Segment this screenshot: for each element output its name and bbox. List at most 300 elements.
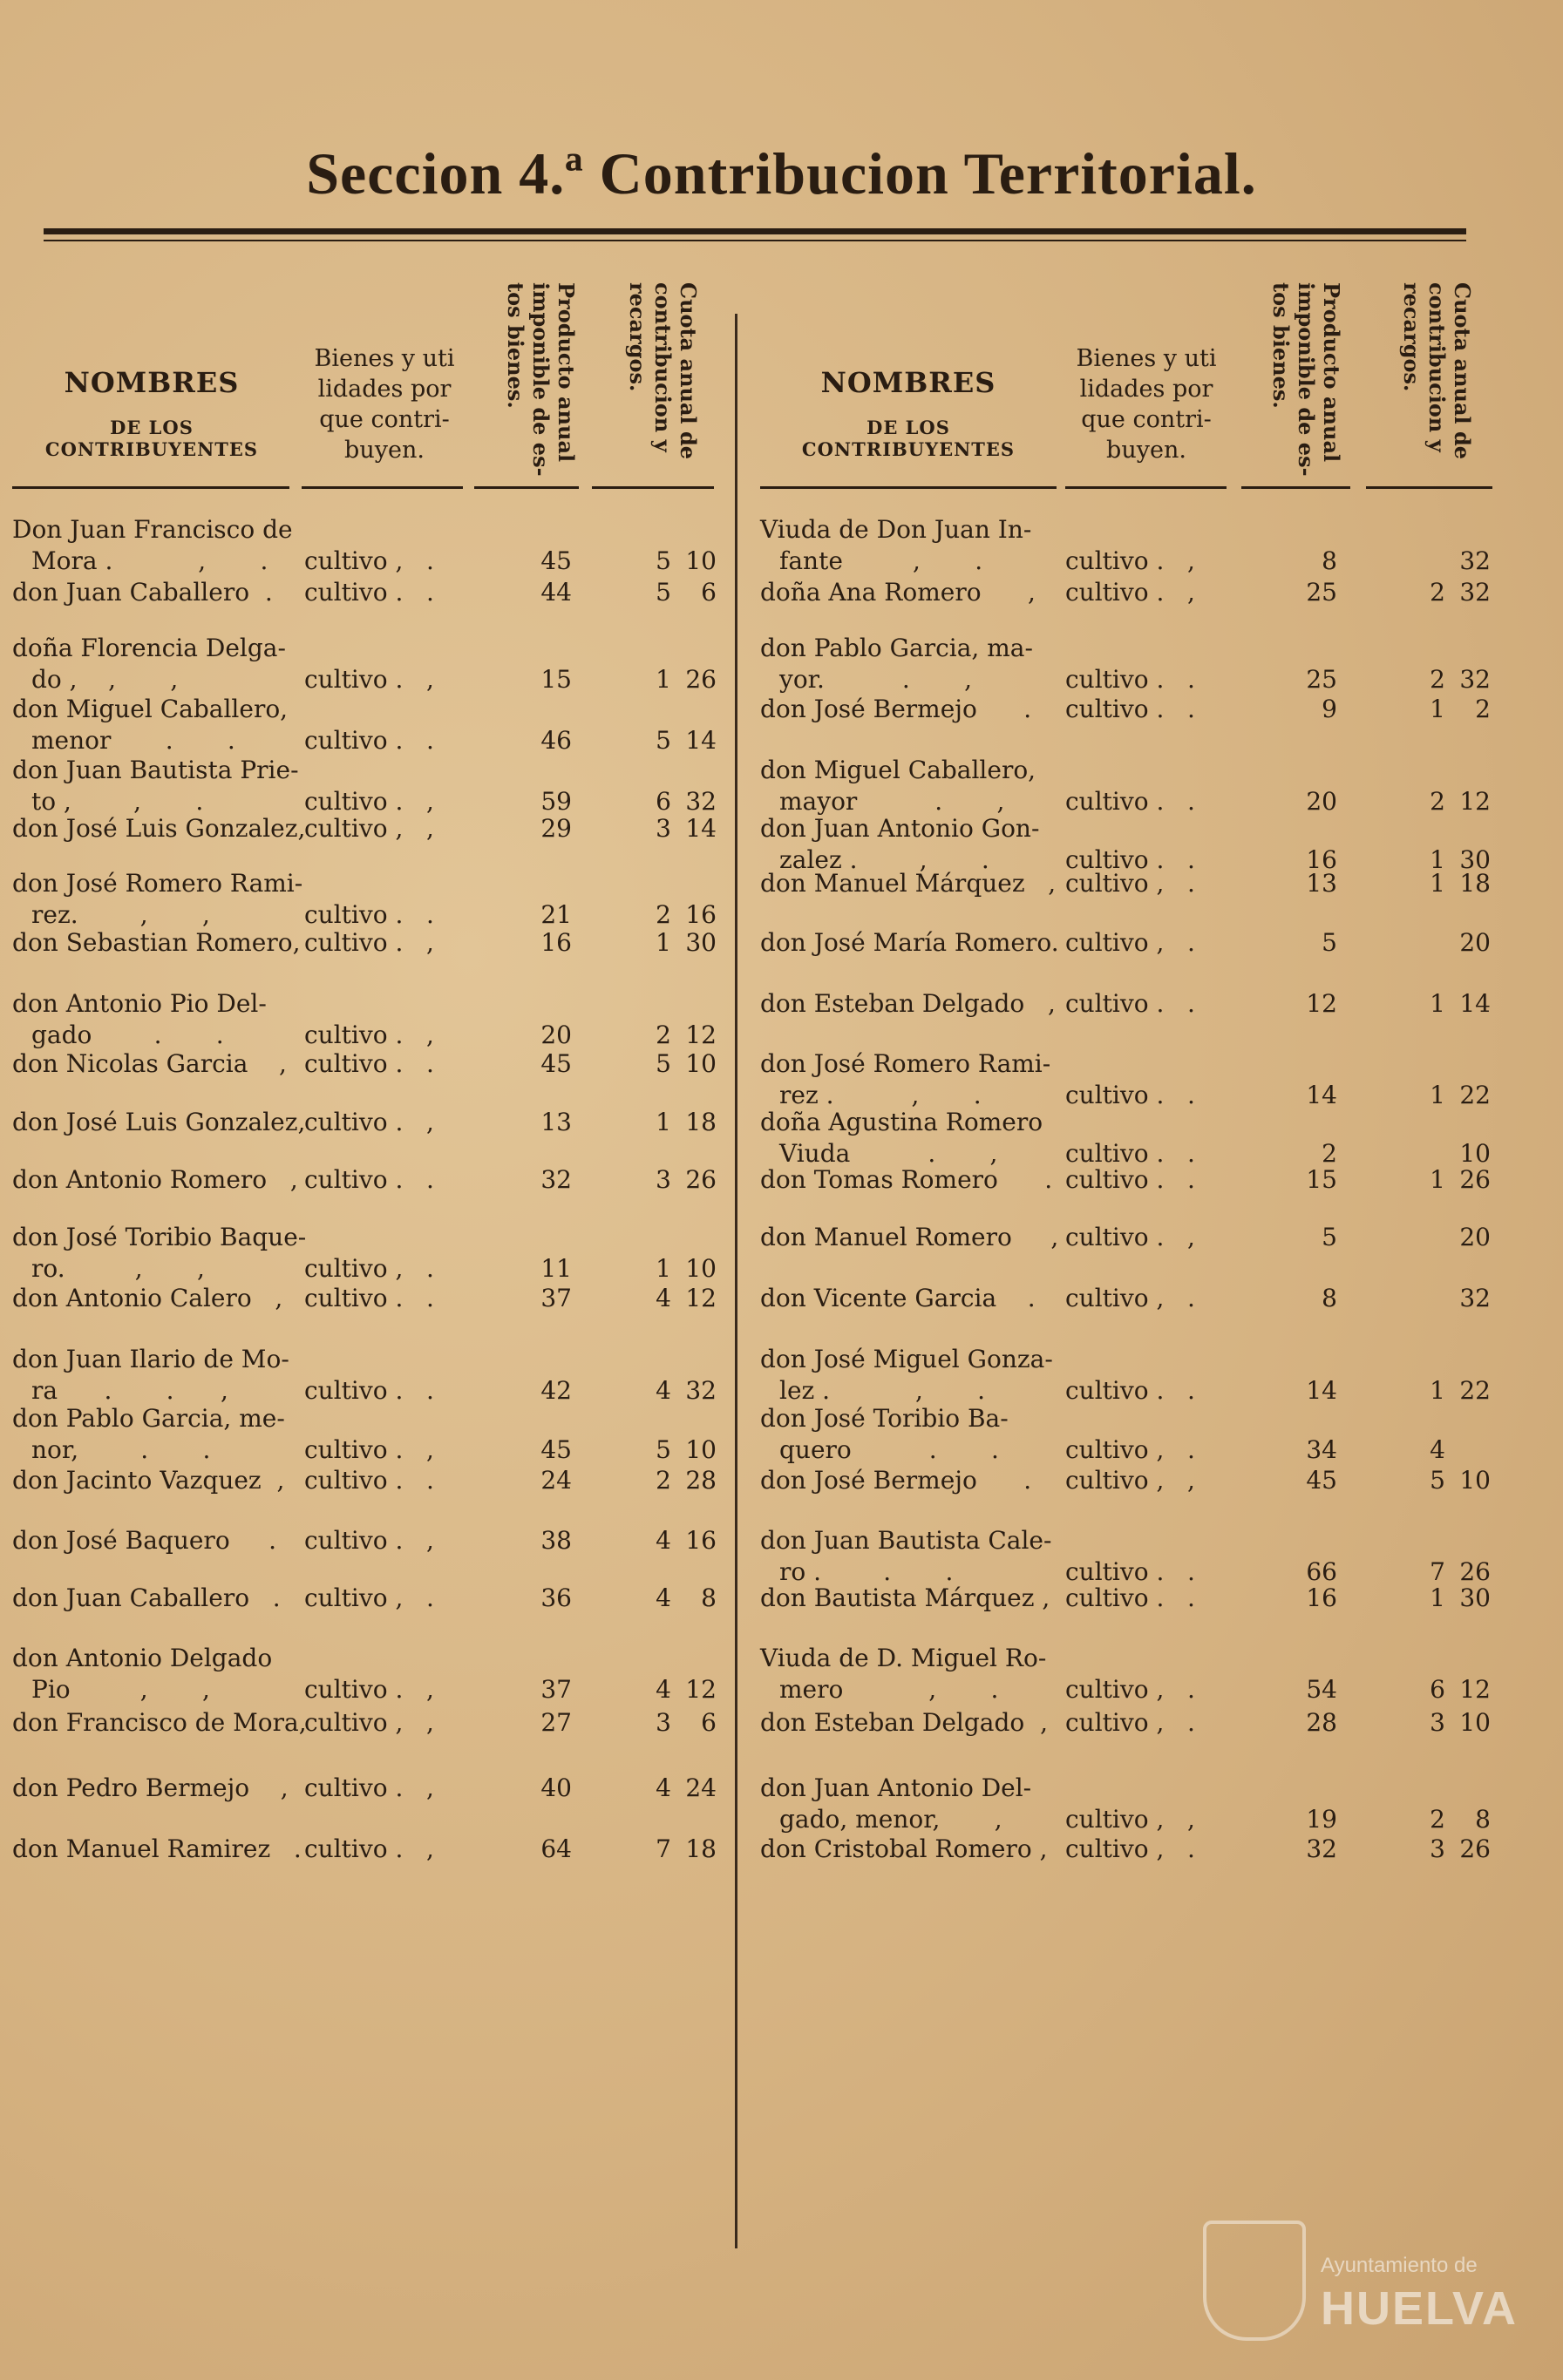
- bienes-cell: cultivo , .: [1065, 928, 1195, 957]
- contributor-name: [12, 1773, 291, 1804]
- cuota-mrs-cell: 10: [685, 546, 717, 575]
- contributor-name-line: rez. , ,: [31, 900, 210, 929]
- left-table-header: [12, 261, 729, 492]
- bienes-cell: cultivo . .: [304, 1466, 434, 1495]
- cuota-reales-cell: 1: [1430, 1165, 1445, 1194]
- producto-cell: 40: [540, 1773, 572, 1802]
- cuota-reales-cell: 6: [1430, 1675, 1445, 1704]
- contributor-name-line: don Antonio Romero ,: [12, 1165, 298, 1194]
- contributor-name: [760, 1283, 1057, 1314]
- cuota-mrs-cell: 22: [1459, 1376, 1491, 1405]
- bienes-cell: cultivo . .: [304, 1049, 434, 1078]
- cuota-reales-cell: 1: [656, 1108, 671, 1136]
- column-separator: [735, 314, 737, 2248]
- cuota-mrs-cell: 6: [701, 578, 717, 607]
- contributor-name: [12, 514, 291, 577]
- contributor-name: [760, 1773, 1057, 1835]
- bienes-cell: cultivo . ,: [304, 1108, 434, 1136]
- producto-cell: 25: [1306, 578, 1337, 607]
- contributor-name: [760, 1707, 1057, 1739]
- contributor-name-line: don Vicente Garcia .: [760, 1284, 1036, 1312]
- bienes-cell: cultivo . .: [1065, 1165, 1195, 1194]
- bienes-cell: cultivo . .: [304, 726, 434, 755]
- contributor-name: [12, 1525, 291, 1556]
- cuota-mrs-cell: 28: [685, 1466, 717, 1495]
- names-header-bottom: DE LOS CONTRIBUYENTES: [44, 417, 259, 460]
- cuota-mrs-cell: 14: [685, 726, 717, 755]
- cuota-mrs-cell: 14: [1459, 989, 1491, 1018]
- left-table: [12, 261, 729, 2283]
- bienes-cell: cultivo . ,: [304, 1526, 434, 1555]
- contributor-name: [760, 694, 1057, 725]
- contributor-name-line: don Pablo Garcia, ma-: [760, 634, 1033, 662]
- producto-cell: 37: [540, 1675, 572, 1704]
- cuota-mrs-cell: 32: [685, 787, 717, 816]
- contributor-name-line: gado . .: [31, 1020, 224, 1049]
- producto-cell: 59: [540, 787, 572, 816]
- producto-cell: 5: [1322, 1223, 1337, 1251]
- contributor-name-line: do , , ,: [31, 665, 179, 694]
- header-underline: [474, 486, 579, 489]
- cuota-mrs-cell: 16: [685, 1526, 717, 1555]
- cuota-reales-cell: 1: [1430, 845, 1445, 874]
- producto-cell: 13: [1306, 869, 1337, 898]
- cuota-mrs-cell: 8: [1475, 1805, 1491, 1834]
- producto-cell: 8: [1322, 546, 1337, 575]
- producto-cell: 25: [1306, 665, 1337, 694]
- producto-cell: 16: [1306, 1583, 1337, 1612]
- contributor-name: [12, 755, 299, 817]
- cuota-mrs-cell: 20: [1459, 928, 1491, 957]
- page-title: Seccion 4.ª Contribucion Territorial.: [306, 140, 1257, 207]
- contributor-name-line: nor, . .: [31, 1435, 211, 1464]
- contributor-name-line: doña Ana Romero ,: [760, 578, 1036, 607]
- contributor-name: [12, 813, 306, 844]
- producto-cell: 27: [540, 1708, 572, 1737]
- cuota-mrs-cell: 18: [685, 1834, 717, 1863]
- contributor-name-line: don José Bermejo .: [760, 695, 1032, 723]
- contributor-name: [12, 1834, 302, 1865]
- contributor-name-line: don Juan Caballero .: [12, 578, 273, 607]
- cuota-mrs-cell: 12: [1459, 787, 1491, 816]
- contributor-name-line: don José María Romero.: [760, 928, 1059, 957]
- contributor-name: [760, 577, 1057, 608]
- bienes-cell: cultivo . ,: [1065, 546, 1195, 575]
- producto-cell: 14: [1306, 1376, 1337, 1405]
- bienes-cell: cultivo , ,: [304, 814, 434, 843]
- producto-cell: 20: [1306, 787, 1337, 816]
- cuota-reales-cell: 6: [656, 787, 671, 816]
- bienes-cell: cultivo , .: [304, 1254, 434, 1283]
- title-rule-thick: [44, 228, 1466, 234]
- cuota-mrs-cell: 12: [685, 1675, 717, 1704]
- cuota-reales-cell: 1: [656, 665, 671, 694]
- cuota-mrs-cell: 22: [1459, 1081, 1491, 1109]
- cuota-reales-cell: 2: [656, 900, 671, 929]
- contributor-name-line: yor. . ,: [779, 665, 972, 694]
- producto-cell: 8: [1322, 1284, 1337, 1312]
- cuota-mrs-cell: 26: [1459, 1165, 1491, 1194]
- bienes-cell: cultivo , ,: [304, 1708, 434, 1737]
- cuota-mrs-cell: 24: [685, 1773, 717, 1802]
- contributor-name-line: Viuda de D. Miguel Ro-: [760, 1644, 1047, 1672]
- contributor-name: [12, 1465, 291, 1496]
- names-header-bottom: DE LOS CONTRIBUYENTES: [801, 417, 1016, 460]
- bienes-cell: cultivo , .: [1065, 1708, 1195, 1737]
- producto-cell: 29: [540, 814, 572, 843]
- contributor-name-line: don Pedro Bermejo ,: [12, 1773, 289, 1802]
- contributor-name-line: don Miguel Caballero,: [12, 695, 289, 723]
- bienes-cell: cultivo . .: [1065, 787, 1195, 816]
- contributor-name: [760, 755, 1057, 817]
- producto-cell: 66: [1306, 1557, 1337, 1586]
- contributor-name-line: don José Toribio Baque-: [12, 1223, 307, 1251]
- cuota-reales-cell: 2: [1430, 578, 1445, 607]
- bienes-cell: cultivo , ,: [1065, 1466, 1195, 1495]
- names-header-top: NOMBRES: [820, 366, 996, 399]
- contributor-name-line: don Manuel Márquez ,: [760, 869, 1057, 898]
- bienes-cell: cultivo . .: [304, 1376, 434, 1405]
- producto-cell: 12: [1306, 989, 1337, 1018]
- contributor-name-line: mayor . ,: [779, 787, 1005, 816]
- cuota-reales-cell: 4: [656, 1284, 671, 1312]
- contributor-name: [760, 1643, 1057, 1705]
- bienes-cell: cultivo . ,: [304, 1773, 434, 1802]
- header-underline: [1241, 486, 1350, 489]
- contributor-name: [760, 813, 1057, 876]
- cuota-reales-cell: 4: [656, 1583, 671, 1612]
- producto-cell: 34: [1306, 1435, 1337, 1464]
- contributor-name: [12, 1583, 291, 1614]
- contributor-name: [760, 1583, 1057, 1614]
- contributor-name-line: don Juan Bautista Prie-: [12, 756, 299, 784]
- cuota-header: Cuota anual de contribucion y recargos.: [625, 282, 701, 460]
- producto-cell: 36: [540, 1583, 572, 1612]
- cuota-mrs-cell: 8: [701, 1583, 717, 1612]
- contributor-name-line: don Pablo Garcia, me-: [12, 1404, 285, 1433]
- contributor-name-line: don José Miguel Gonza-: [760, 1345, 1053, 1373]
- contributor-name-line: doña Florencia Delga-: [12, 634, 286, 662]
- contributor-name-line: Pio , ,: [31, 1675, 210, 1704]
- cuota-reales-cell: 3: [656, 1708, 671, 1737]
- cuota-reales-cell: 3: [656, 1165, 671, 1194]
- producto-cell: 54: [1306, 1675, 1337, 1704]
- watermark-line1: Ayuntamiento de: [1321, 2254, 1478, 2277]
- cuota-mrs-cell: 30: [1459, 1583, 1491, 1612]
- contributor-name-line: rez . , .: [779, 1081, 982, 1109]
- producto-cell: 45: [1306, 1466, 1337, 1495]
- cuota-reales-cell: 4: [1430, 1435, 1445, 1464]
- producto-cell: 45: [540, 1049, 572, 1078]
- bienes-cell: cultivo , .: [304, 1583, 434, 1612]
- cuota-mrs-cell: 20: [1459, 1223, 1491, 1251]
- contributor-name: [12, 1403, 291, 1466]
- contributor-name-line: ro . . .: [779, 1557, 954, 1586]
- bienes-cell: cultivo . .: [304, 1284, 434, 1312]
- contributor-name: [12, 868, 303, 931]
- contributor-name-line: don Antonio Calero ,: [12, 1284, 283, 1312]
- cuota-mrs-cell: 12: [685, 1020, 717, 1049]
- contributor-name-line: don Manuel Ramirez .: [12, 1834, 302, 1863]
- cuota-mrs-cell: 32: [1459, 665, 1491, 694]
- bienes-cell: cultivo . ,: [304, 1675, 434, 1704]
- cuota-reales-cell: 5: [1430, 1466, 1445, 1495]
- cuota-reales-cell: 1: [1430, 1081, 1445, 1109]
- producto-cell: 45: [540, 546, 572, 575]
- cuota-reales-cell: 1: [656, 1254, 671, 1283]
- producto-cell: 38: [540, 1526, 572, 1555]
- contributor-name-line: don Juan Antonio Gon-: [760, 814, 1040, 843]
- cuota-mrs-cell: 32: [1459, 546, 1491, 575]
- contributor-name: [12, 988, 291, 1051]
- cuota-mrs-cell: 26: [685, 1165, 717, 1194]
- cuota-reales-cell: 5: [656, 546, 671, 575]
- contributor-name: [12, 1222, 307, 1285]
- contributor-name: [760, 1344, 1057, 1407]
- contributor-name: [760, 1834, 1057, 1865]
- contributor-name-line: zalez . , .: [779, 845, 989, 874]
- cuota-mrs-cell: 10: [1459, 1139, 1491, 1168]
- bienes-cell: cultivo . ,: [304, 665, 434, 694]
- producto-cell: 15: [540, 665, 572, 694]
- bienes-cell: cultivo . .: [1065, 1139, 1195, 1168]
- bienes-cell: cultivo , ,: [1065, 1805, 1195, 1834]
- cuota-mrs-cell: 14: [685, 814, 717, 843]
- watermark-line2: HUELVA: [1321, 2282, 1518, 2335]
- cuota-reales-cell: 3: [1430, 1708, 1445, 1737]
- producto-cell: 32: [1306, 1834, 1337, 1863]
- names-header-top: NOMBRES: [64, 366, 240, 399]
- contributor-name-line: don José Luis Gonzalez,: [12, 1108, 306, 1136]
- producto-cell: 64: [540, 1834, 572, 1863]
- cuota-mrs-cell: 6: [701, 1708, 717, 1737]
- contributor-name-line: lez . , .: [779, 1376, 986, 1405]
- bienes-cell: cultivo , .: [1065, 1834, 1195, 1863]
- contributor-name-line: don José Baquero .: [12, 1526, 277, 1555]
- contributor-name-line: don Tomas Romero .: [760, 1165, 1053, 1194]
- contributor-name-line: don Bautista Márquez ,: [760, 1583, 1050, 1612]
- contributor-name-line: don José Romero Rami-: [760, 1049, 1051, 1078]
- right-table: [760, 261, 1498, 2283]
- contributor-name-line: mero , .: [779, 1675, 999, 1704]
- contributor-name-line: Viuda de Don Juan In-: [760, 515, 1032, 544]
- contributor-name: [760, 1048, 1057, 1111]
- producto-cell: 16: [540, 928, 572, 957]
- cuota-reales-cell: 5: [656, 726, 671, 755]
- contributor-name: [760, 1525, 1057, 1588]
- contributor-name-line: don Sebastian Romero,: [12, 928, 301, 957]
- bienes-cell: cultivo , .: [1065, 869, 1195, 898]
- cuota-reales-cell: 2: [656, 1466, 671, 1495]
- bienes-cell: cultivo . ,: [1065, 578, 1195, 607]
- producto-cell: 5: [1322, 928, 1337, 957]
- producto-cell: 14: [1306, 1081, 1337, 1109]
- contributor-name: [760, 1164, 1057, 1196]
- contributor-name-line: don Juan Caballero .: [12, 1583, 281, 1612]
- cuota-mrs-cell: 32: [1459, 1284, 1491, 1312]
- contributor-name: [12, 1107, 306, 1138]
- cuota-mrs-cell: 32: [1459, 578, 1491, 607]
- contributor-name-line: don José Toribio Ba-: [760, 1404, 1009, 1433]
- cuota-reales-cell: 7: [656, 1834, 671, 1863]
- contributor-name-line: don Juan Bautista Cale-: [760, 1526, 1052, 1555]
- title-rule-thin: [44, 240, 1466, 241]
- producto-cell: 2: [1322, 1139, 1337, 1168]
- contributor-name-line: don Jacinto Vazquez ,: [12, 1466, 285, 1495]
- bienes-cell: cultivo . ,: [304, 1834, 434, 1863]
- names-header: [12, 366, 291, 460]
- cuota-mrs-cell: 2: [1475, 695, 1491, 723]
- cuota-mrs-cell: 18: [1459, 869, 1491, 898]
- bienes-cell: cultivo . .: [1065, 665, 1195, 694]
- producto-cell: 19: [1306, 1805, 1337, 1834]
- contributor-name: [760, 1403, 1057, 1466]
- contributor-name-line: don Miguel Caballero,: [760, 756, 1036, 784]
- bienes-cell: cultivo . ,: [304, 928, 434, 957]
- contributor-name: [760, 1465, 1057, 1496]
- bienes-cell: cultivo , .: [1065, 1284, 1195, 1312]
- cuota-reales-cell: 1: [656, 928, 671, 957]
- bienes-cell: cultivo , .: [1065, 1675, 1195, 1704]
- contributor-name-line: fante , .: [779, 546, 983, 575]
- contributor-name-line: don Cristobal Romero ,: [760, 1834, 1048, 1863]
- contributor-name: [12, 1344, 291, 1407]
- bienes-cell: cultivo . .: [1065, 695, 1195, 723]
- header-underline: [302, 486, 463, 489]
- producto-cell: 20: [540, 1020, 572, 1049]
- cuota-mrs-cell: 10: [685, 1049, 717, 1078]
- header-underline: [760, 486, 1057, 489]
- cuota-mrs-cell: 10: [1459, 1466, 1491, 1495]
- contributor-name: [760, 1222, 1057, 1253]
- names-header: [760, 366, 1057, 460]
- cuota-reales-cell: 1: [1430, 869, 1445, 898]
- header-underline: [1065, 486, 1227, 489]
- contributor-name: [12, 577, 291, 608]
- contributor-name-line: don Francisco de Mora,: [12, 1708, 307, 1737]
- contributor-name-line: to , , .: [31, 787, 204, 816]
- bienes-cell: cultivo . ,: [304, 787, 434, 816]
- contributor-name: [12, 1048, 291, 1080]
- contributor-name-line: gado, menor, ,: [779, 1805, 1002, 1834]
- contributor-name: [12, 1283, 291, 1314]
- bienes-header: Bienes y uti lidades por que contri- buyen.: [1076, 345, 1217, 464]
- cuota-mrs-cell: 10: [685, 1435, 717, 1464]
- cuota-mrs-cell: 10: [1459, 1708, 1491, 1737]
- contributor-name-line: quero . .: [779, 1435, 999, 1464]
- contributor-name: [760, 927, 1057, 959]
- bienes-cell: cultivo . .: [304, 578, 434, 607]
- cuota-reales-cell: 1: [1430, 989, 1445, 1018]
- producto-cell: 37: [540, 1284, 572, 1312]
- producto-cell: 24: [540, 1466, 572, 1495]
- contributor-name: [12, 694, 291, 756]
- cuota-reales-cell: 3: [656, 814, 671, 843]
- huelva-watermark: [1203, 2221, 1518, 2343]
- contributor-name: [760, 988, 1057, 1020]
- contributor-name-line: ra . . ,: [31, 1376, 228, 1405]
- contributor-name-line: don Juan Ilario de Mo-: [12, 1345, 289, 1373]
- cuota-mrs-cell: 18: [685, 1108, 717, 1136]
- contributor-name-line: don Antonio Delgado: [12, 1644, 273, 1672]
- cuota-mrs-cell: 32: [685, 1376, 717, 1405]
- contributor-name: [12, 1643, 291, 1705]
- crest-icon: [1203, 2221, 1306, 2341]
- producto-cell: 21: [540, 900, 572, 929]
- cuota-reales-cell: 2: [1430, 1805, 1445, 1834]
- bienes-cell: cultivo , .: [1065, 1435, 1195, 1464]
- bienes-cell: cultivo . .: [1065, 845, 1195, 874]
- bienes-cell: cultivo . .: [304, 1165, 434, 1194]
- contributor-name-line: don Antonio Pio Del-: [12, 989, 267, 1018]
- cuota-mrs-cell: 26: [685, 665, 717, 694]
- contributor-name-line: don Esteban Delgado ,: [760, 1708, 1048, 1737]
- contributor-name-line: don José Luis Gonzalez,: [12, 814, 306, 843]
- contributor-name: [12, 927, 301, 959]
- bienes-cell: cultivo . .: [1065, 1583, 1195, 1612]
- bienes-cell: cultivo . .: [1065, 1376, 1195, 1405]
- contributor-name: [760, 514, 1057, 577]
- producto-cell: 9: [1322, 695, 1337, 723]
- contributor-name-line: ro. , ,: [31, 1254, 205, 1283]
- cuota-reales-cell: 5: [656, 1049, 671, 1078]
- producto-cell: 42: [540, 1376, 572, 1405]
- producto-header: Producto anual imponible de es-tos bienes.: [1268, 282, 1344, 477]
- producto-cell: 32: [540, 1165, 572, 1194]
- producto-cell: 11: [540, 1254, 572, 1283]
- cuota-mrs-cell: 26: [1459, 1557, 1491, 1586]
- header-underline: [12, 486, 289, 489]
- bienes-cell: cultivo . .: [304, 900, 434, 929]
- cuota-reales-cell: 4: [656, 1675, 671, 1704]
- cuota-reales-cell: 2: [1430, 665, 1445, 694]
- contributor-name-line: Don Juan Francisco de: [12, 515, 293, 544]
- contributor-name: [760, 633, 1057, 695]
- bienes-cell: cultivo . .: [1065, 1557, 1195, 1586]
- cuota-reales-cell: 2: [656, 1020, 671, 1049]
- contributor-name-line: Mora . , .: [31, 546, 268, 575]
- contributor-name-line: don José Bermejo .: [760, 1466, 1032, 1495]
- contributor-name: [12, 1164, 298, 1196]
- cuota-reales-cell: 1: [1430, 1376, 1445, 1405]
- bienes-cell: cultivo . ,: [304, 1020, 434, 1049]
- producto-cell: 13: [540, 1108, 572, 1136]
- producto-cell: 45: [540, 1435, 572, 1464]
- cuota-mrs-cell: 12: [685, 1284, 717, 1312]
- contributor-name-line: don Nicolas Garcia ,: [12, 1049, 287, 1078]
- producto-header: Producto anual imponible de es-tos bienes.: [503, 282, 579, 477]
- producto-cell: 28: [1306, 1708, 1337, 1737]
- cuota-reales-cell: 1: [1430, 1583, 1445, 1612]
- cuota-reales-cell: 3: [1430, 1834, 1445, 1863]
- cuota-mrs-cell: 30: [1459, 845, 1491, 874]
- producto-cell: 46: [540, 726, 572, 755]
- contributor-name-line: don Esteban Delgado ,: [760, 989, 1056, 1018]
- cuota-reales-cell: 4: [656, 1773, 671, 1802]
- cuota-reales-cell: 4: [656, 1526, 671, 1555]
- bienes-header: Bienes y uti lidades por que contri- buyen.: [314, 345, 455, 464]
- header-underline: [1366, 486, 1492, 489]
- bienes-cell: cultivo . .: [1065, 1081, 1195, 1109]
- cuota-reales-cell: 4: [656, 1376, 671, 1405]
- contributor-name-line: don Manuel Romero ,: [760, 1223, 1059, 1251]
- producto-cell: 16: [1306, 845, 1337, 874]
- producto-cell: 44: [540, 578, 572, 607]
- cuota-mrs-cell: 12: [1459, 1675, 1491, 1704]
- contributor-name-line: doña Agustina Romero: [760, 1108, 1043, 1136]
- contributor-name-line: don Juan Antonio Del-: [760, 1773, 1032, 1802]
- header-underline: [592, 486, 714, 489]
